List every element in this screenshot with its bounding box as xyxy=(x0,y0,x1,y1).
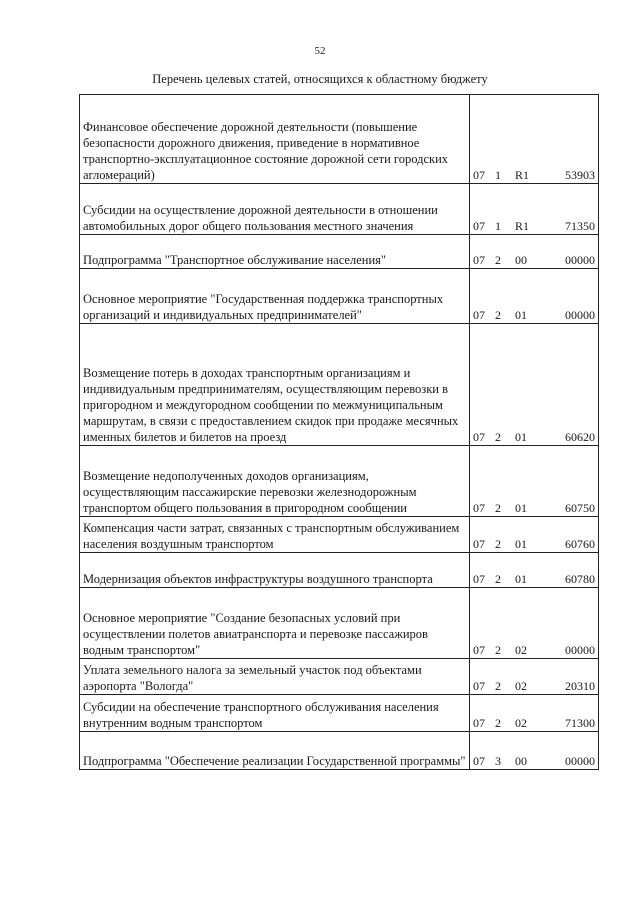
code-subprogram: 2 xyxy=(495,716,501,730)
item-name: Возмещение потерь в доходах транспортным организациям и индивидуальным предпринимателям, осуществляющим перевозки в пригородном и междугородном сообщении по межмуниципальным маршрутам, в связи с предоставлением скидок при продаже месячных именных билетов и билетов на проезд xyxy=(80,324,470,446)
code-subprogram: 2 xyxy=(495,253,501,267)
table-row xyxy=(80,553,599,588)
code-program: 07 xyxy=(473,308,485,322)
code-direction: 71350 xyxy=(565,219,595,233)
code-direction: 60760 xyxy=(565,537,595,551)
item-name: Компенсация части затрат, связанных с транспортным обслуживанием населения воздушным транспортом xyxy=(80,517,470,553)
code-activity: 02 xyxy=(515,643,527,657)
item-code xyxy=(470,184,599,235)
item-name: Основное мероприятие "Создание безопасных условий при осуществлении полетов авиатранспорта и перевозке пассажиров водным транспортом" xyxy=(80,588,470,659)
item-name: Подпрограмма "Обеспечение реализации Государственной программы" xyxy=(80,732,470,770)
table-row xyxy=(80,446,599,517)
code-program: 07 xyxy=(473,643,485,657)
item-code xyxy=(470,553,599,588)
code-program: 07 xyxy=(473,754,485,768)
code-direction: 00000 xyxy=(565,308,595,322)
code-activity: 01 xyxy=(515,430,527,444)
item-code xyxy=(470,695,599,732)
code-subprogram: 1 xyxy=(495,168,501,182)
code-program: 07 xyxy=(473,219,485,233)
table-row xyxy=(80,95,599,184)
code-subprogram: 2 xyxy=(495,537,501,551)
code-activity: R1 xyxy=(515,219,530,233)
document-title: Перечень целевых статей, относящихся к областному бюджету xyxy=(152,72,488,86)
table-row xyxy=(80,269,599,324)
item-name: Уплата земельного налога за земельный участок под объектами аэропорта "Вологда" xyxy=(80,659,470,695)
code-program: 07 xyxy=(473,679,485,693)
code-subprogram: 2 xyxy=(495,430,501,444)
item-name: Модернизация объектов инфраструктуры воздушного транспорта xyxy=(80,553,470,588)
item-code xyxy=(470,235,599,269)
item-name: Субсидии на обеспечение транспортного обслуживания населения внутренним водным транспортом xyxy=(80,695,470,732)
item-code xyxy=(470,95,599,184)
code-program: 07 xyxy=(473,501,485,515)
table-row xyxy=(80,588,599,659)
page-number: 52 xyxy=(314,45,326,57)
code-subprogram: 2 xyxy=(495,308,501,322)
code-direction: 00000 xyxy=(565,643,595,657)
item-name: Финансовое обеспечение дорожной деятельности (повышение безопасности дорожного движения, приведение в нормативное транспортно-эксплуатационное состояние дорожной сети городских агломераций) xyxy=(80,95,470,184)
code-program: 07 xyxy=(473,168,485,182)
table-row xyxy=(80,695,599,732)
code-activity: 02 xyxy=(515,716,527,730)
code-program: 07 xyxy=(473,572,485,586)
code-subprogram: 2 xyxy=(495,643,501,657)
item-name: Подпрограмма "Транспортное обслуживание населения" xyxy=(80,235,470,269)
code-direction: 53903 xyxy=(565,168,595,182)
code-direction: 60620 xyxy=(565,430,595,444)
code-program: 07 xyxy=(473,716,485,730)
table-row xyxy=(80,517,599,553)
budget-table xyxy=(79,94,599,770)
table-row xyxy=(80,235,599,269)
code-direction: 71300 xyxy=(565,716,595,730)
code-program: 07 xyxy=(473,253,485,267)
item-code xyxy=(470,324,599,446)
code-subprogram: 2 xyxy=(495,501,501,515)
code-activity: 02 xyxy=(515,679,527,693)
table-row xyxy=(80,324,599,446)
item-code xyxy=(470,588,599,659)
item-name: Основное мероприятие "Государственная поддержка транспортных организаций и индивидуальных предпринимателей" xyxy=(80,269,470,324)
item-code xyxy=(470,446,599,517)
table-row xyxy=(80,732,599,770)
table-row xyxy=(80,184,599,235)
table-row xyxy=(80,659,599,695)
code-subprogram: 1 xyxy=(495,219,501,233)
code-direction: 60750 xyxy=(565,501,595,515)
code-direction: 00000 xyxy=(565,253,595,267)
code-subprogram: 2 xyxy=(495,679,501,693)
item-name: Возмещение недополученных доходов организациям, осуществляющим пассажирские перевозки железнодорожным транспортом общего пользования в пригородном сообщении xyxy=(80,446,470,517)
code-activity: 01 xyxy=(515,501,527,515)
code-activity: 00 xyxy=(515,253,527,267)
item-name: Субсидии на осуществление дорожной деятельности в отношении автомобильных дорог общего пользования местного значения xyxy=(80,184,470,235)
item-code xyxy=(470,659,599,695)
code-activity: 01 xyxy=(515,537,527,551)
item-code xyxy=(470,732,599,770)
item-code xyxy=(470,517,599,553)
code-program: 07 xyxy=(473,537,485,551)
code-subprogram: 2 xyxy=(495,572,501,586)
item-code xyxy=(470,269,599,324)
code-activity: 01 xyxy=(515,572,527,586)
code-activity: R1 xyxy=(515,168,530,182)
code-activity: 01 xyxy=(515,308,527,322)
code-subprogram: 3 xyxy=(495,754,501,768)
code-direction: 20310 xyxy=(565,679,595,693)
code-direction: 60780 xyxy=(565,572,595,586)
code-activity: 00 xyxy=(515,754,527,768)
code-program: 07 xyxy=(473,430,485,444)
code-direction: 00000 xyxy=(565,754,595,768)
